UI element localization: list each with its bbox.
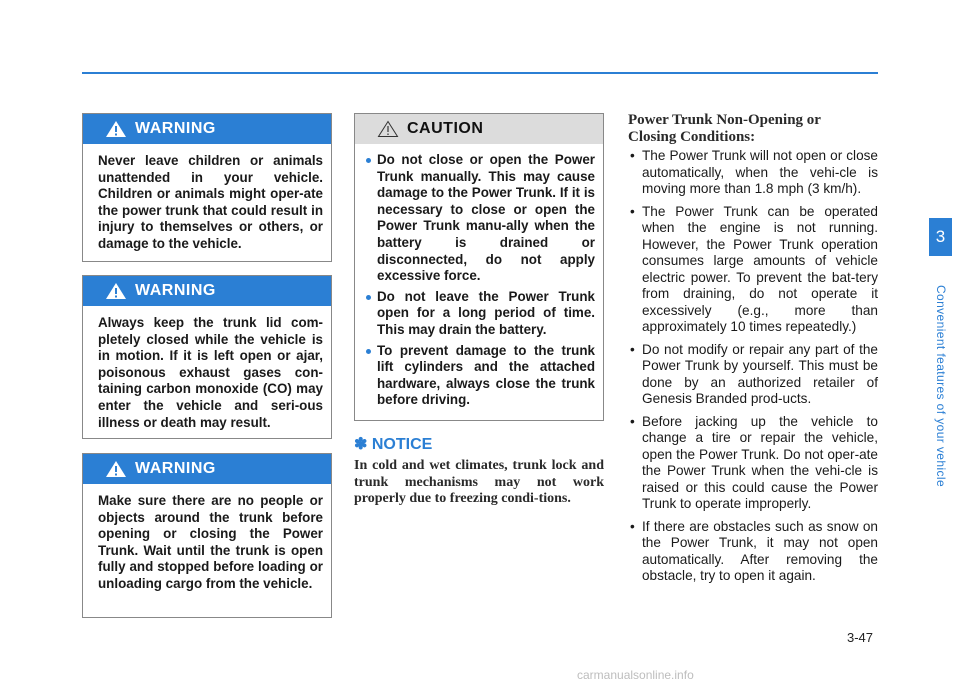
warning-header <box>83 454 331 484</box>
warning-header <box>83 276 331 306</box>
caution-list <box>355 144 603 409</box>
condition-item: • The Power Trunk can be operated when the engine is not running. However, the Power Trunk operation consumes large amounts of vehicle electric power. To prevent the bat-tery from draining, do not operate it excessively (e.g., more than approximately 10 times repeatedly.) <box>628 204 878 336</box>
chapter-label: Convenient features of your vehicle <box>934 284 948 488</box>
warning-header <box>83 114 331 144</box>
warning-box-3 <box>82 453 332 618</box>
warning-label: WARNING <box>135 282 216 299</box>
warning-box-1 <box>82 113 332 262</box>
caution-header <box>355 114 603 144</box>
caution-item: To prevent damage to the trunk lift cylinders and the attached hardware, always close the trunk before driving. <box>377 342 595 408</box>
warning-label: WARNING <box>135 460 216 477</box>
condition-item: • Before jacking up the vehicle to change a tire or repair the vehicle, open the Power Trunk. Do not oper-ate the Power Trunk when the vehi-cle is raised or this could cause the Power Trunk to operate improperly. <box>628 414 878 513</box>
caution-item: Do not close or open the Power Trunk manually. This may cause damage to the Power Trunk. If it is necessary to close or open the Power Trunk manu-ally when the battery is drained or disconnected, do not apply excessive force. <box>377 152 595 284</box>
notice-title: ✽ NOTICE <box>354 436 433 453</box>
warning-box-2 <box>82 275 332 439</box>
caution-triangle-icon <box>377 120 399 138</box>
page-number: 3-47 <box>847 630 874 645</box>
notice-text: In cold and wet climates, trunk lock and trunk mechanisms may not work properly due to freezing condi-tions. <box>354 458 604 506</box>
condition-item: • The Power Trunk will not open or close automatically, when the vehi-cle is moving more than 1.8 mph (3 km/h). <box>628 148 878 198</box>
chapter-tab: 3 <box>929 218 952 256</box>
caution-box <box>354 113 604 421</box>
conditions-list <box>628 148 878 591</box>
caution-label: CAUTION <box>407 120 484 137</box>
warning-triangle-icon <box>105 460 127 478</box>
warning-text: Never leave children or animals unattended in your vehicle. Children or animals might oper-ate the power trunk that could result in injury to themselves or others, or damage to the vehicle. <box>98 153 323 251</box>
condition-item: • If there are obstacles such as snow on the Power Trunk, it may not open automatically. After removing the obstacle, try to open it again. <box>628 519 878 585</box>
section-title <box>628 112 878 145</box>
warning-triangle-icon <box>105 120 127 138</box>
section-title-line-2: Closing Conditions: <box>628 128 756 145</box>
caution-item: Do not leave the Power Trunk open for a long period of time. This may drain the battery. <box>377 288 595 337</box>
warning-label: WARNING <box>135 120 216 137</box>
condition-item: • Do not modify or repair any part of the Power Trunk by yourself. This must be done by an authorized retailer of Genesis Branded prod-ucts. <box>628 342 878 408</box>
top-rule <box>82 72 878 74</box>
warning-triangle-icon <box>105 282 127 300</box>
watermark: carmanualsonline.info <box>577 668 694 682</box>
warning-text: Always keep the trunk lid com-pletely closed while the vehicle is in motion. If it is left open or ajar, poisonous exhaust gases con-taining carbon monoxide (CO) may enter the vehicle and seri-ous illness or death may result. <box>98 315 323 430</box>
warning-text: Make sure there are no people or objects around the trunk before opening or closing the Power Trunk. Wait until the trunk is open fully and stopped before loading or unloading cargo from the vehicle. <box>98 493 323 591</box>
section-title-line-1: Power Trunk Non-Opening or <box>628 112 821 128</box>
